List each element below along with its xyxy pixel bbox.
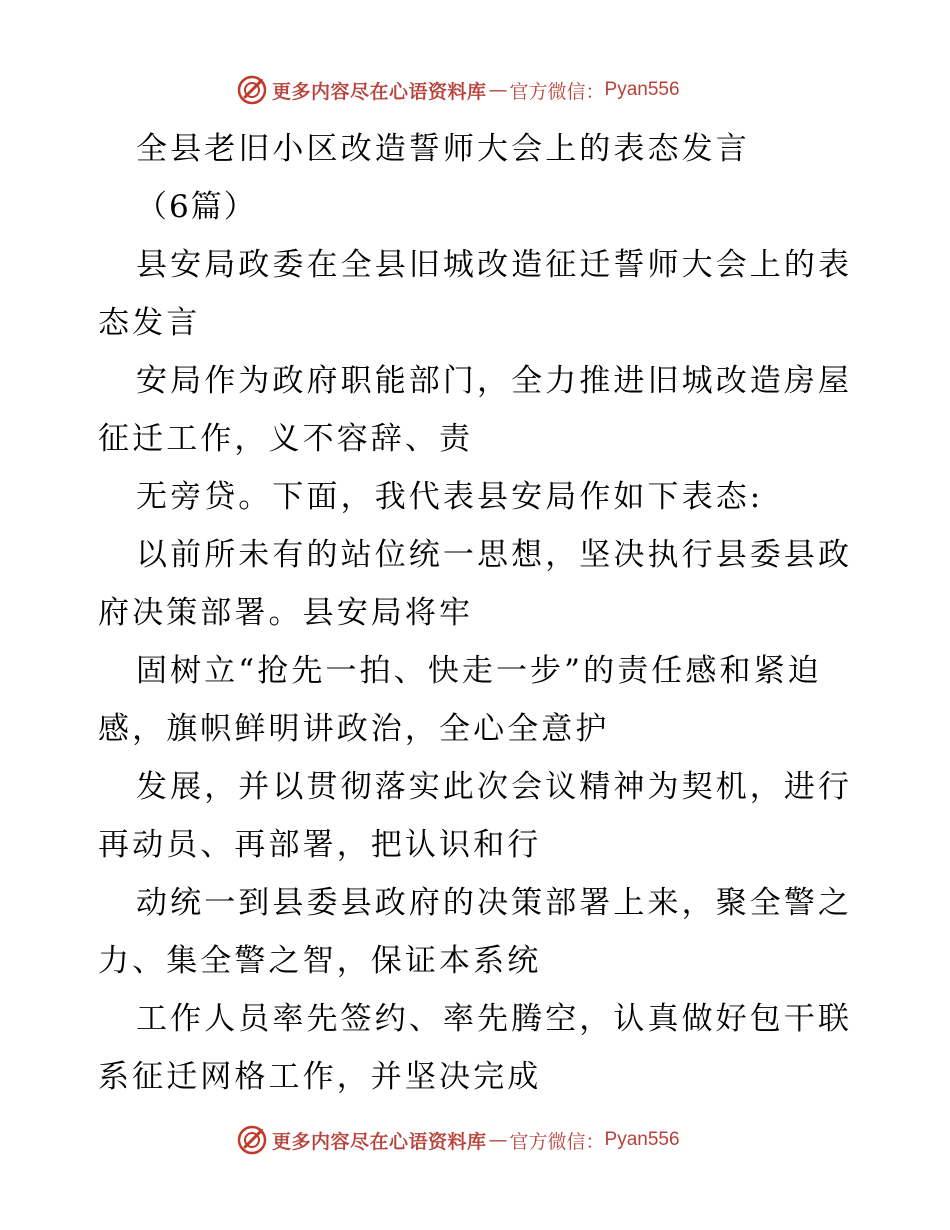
paragraph-line: 工作人员率先签约、率先腾空，认真做好包干联 xyxy=(136,1001,853,1037)
paragraph-line: 再动员、再部署，把认识和行 xyxy=(98,827,542,863)
watermark-separator: — xyxy=(488,1129,508,1151)
paragraph-line: 安局作为政府职能部门，全力推进旧城改造房屋 xyxy=(136,363,853,399)
watermark-official-text: 官方微信： xyxy=(509,80,605,103)
watermark-site-text: 更多内容尽在心语资料库 xyxy=(272,80,487,103)
header-watermark xyxy=(236,72,680,108)
paragraph-line: 系征迁网格工作，并坚决完成 xyxy=(98,1059,542,1095)
paragraph-line: 发展，并以贯彻落实此次会议精神为契机，进行 xyxy=(136,769,853,805)
paragraph-line: 动统一到县委县政府的决策部署上来，聚全警之 xyxy=(136,885,853,921)
paragraph-line: 力、集全警之智，保证本系统 xyxy=(98,943,542,979)
paragraph-line: 征迁工作，义不容辞、责 xyxy=(98,421,474,457)
watermark-account: Pyan556 xyxy=(604,79,680,100)
watermark-account: Pyan556 xyxy=(604,1129,680,1150)
watermark-separator: — xyxy=(488,79,508,101)
watermark-site-text: 更多内容尽在心语资料库 xyxy=(272,1130,487,1153)
logo-icon xyxy=(236,74,268,106)
document-subtitle: （6篇） xyxy=(136,189,257,225)
watermark-official-text: 官方微信： xyxy=(509,1130,605,1153)
footer-watermark xyxy=(236,1122,680,1158)
paragraph-line: 固树立“抢先一拍、快走一步”的责任感和紧迫 xyxy=(136,653,822,689)
paragraph-line: 府决策部署。县安局将牢 xyxy=(98,595,474,631)
paragraph-line: 县安局政委在全县旧城改造征迁誓师大会上的表 xyxy=(136,247,853,283)
paragraph-line: 态发言 xyxy=(98,305,201,341)
paragraph-line: 感，旗帜鲜明讲政治，全心全意护 xyxy=(98,711,610,747)
paragraph-line: 以前所未有的站位统一思想，坚决执行县委县政 xyxy=(136,537,853,573)
document-title: 全县老旧小区改造誓师大会上的表态发言 xyxy=(136,131,750,167)
paragraph-line: 无旁贷。下面，我代表县安局作如下表态: xyxy=(136,479,764,515)
document-body xyxy=(98,120,868,1106)
logo-icon xyxy=(236,1124,268,1156)
